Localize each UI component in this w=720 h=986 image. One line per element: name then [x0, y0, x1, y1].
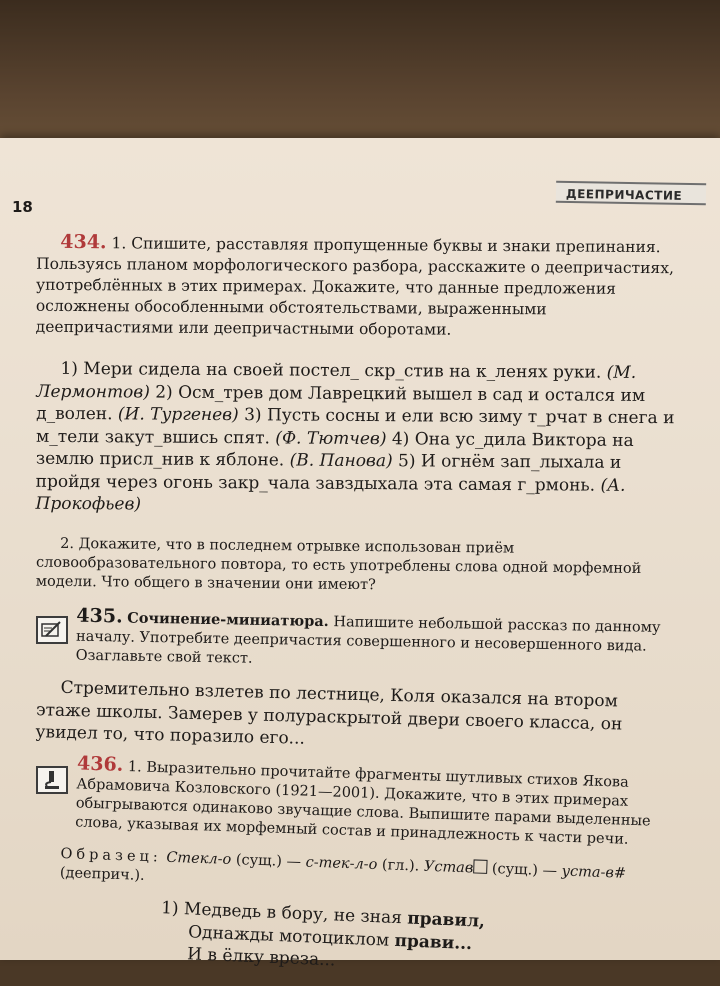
example-5-author: (А. Прокофьев) [35, 475, 626, 515]
exercise-436-sample: Образец: Стекл-о (сущ.) — с-тек-л-о (гл.). Устав (сущ.) — уста-в# (дееприч.). [59, 846, 627, 884]
example-3-author: (Ф. Тютчев) [275, 427, 387, 449]
textbook-page [0, 138, 720, 971]
exercise-number: 435. [76, 604, 123, 628]
poem-line-2: Однажды мотоциклом прави... [187, 921, 473, 954]
examples-paragraph [35, 358, 686, 520]
page-number: 18 [12, 198, 33, 216]
example-5: 5) И огнём зап_лыхала и пройдя через огонь закр_чала завздыхала эта самая г_рмонь. [35, 451, 622, 496]
running-head: ДЕЕПРИЧАСТИЕ [556, 181, 706, 206]
example-4-author: (В. Панова) [289, 450, 393, 472]
example-3: 3) Пусть сосны и ели всю зиму т_рчат в снега и м_тели закут_вшись спят. [35, 405, 675, 448]
exercise-434-examples [35, 358, 686, 520]
exercise-434-task-1: 434. 1. Спишите, расставляя пропущенные буквы и знаки препинания. Пользуясь планом морфологического разбора, расскажите о деепричастиях, употреблённых в этих примерах. Докажите, что данные предложения осложнены обособленными обстоятельствами, выраженными деепричастиями или деепричастными оборотами. [35, 230, 674, 339]
example-1-author: (М. Лермонтов) [36, 362, 637, 403]
exercise-434 [36, 232, 683, 343]
exercise-435-task: Напишите небольшой рассказ по данному началу. Употребите деепричастия совершенного и несовершенного вида. Озаглавьте свой текст. [75, 614, 661, 667]
poem-line-1: 1) Медведь в бору, не зная правил, [160, 898, 486, 932]
example-4: 4) Она ус_дила Виктора на землю присл_нив к яблоне. [35, 428, 634, 471]
example-2: 2) Осм_трев дом Лаврецкий вышел в сад и остался им д_волен. [36, 382, 646, 425]
poem-line-3: И в ёлку вреза... [186, 944, 336, 971]
sample-label: Образец: [60, 846, 163, 866]
exercise-436-task: 1. Выразительно прочитайте фрагменты шутливых стихов Якова Абрамовича Козловского (1921—2001). Докажите, что в этих примерах обыгрываются одинаково звучащие слова. Выпишите парами выделенные слова, указывая их морфемный состав и принадлежность к части речи. [74, 759, 651, 848]
exercise-434-task-2: 2. Докажите, что в последнем отрывке использован приём словообразовательного повтора, то есть употреблены слова одной морфемной модели. Что общего в значении они имеют? [35, 535, 642, 594]
exercise-436-poem [159, 897, 681, 986]
writing-icon [36, 616, 68, 644]
exercise-435-title: Сочинение-миниатюра. [127, 609, 329, 631]
microscope-icon [36, 766, 68, 794]
ending-square-icon [473, 859, 487, 873]
exercise-number: 434. [60, 230, 107, 254]
exercise-435-start-text: Стремительно взлетев по лестнице, Коля оказался на втором этаже школы. Замерев у полураскрытой двери своего класса, он увидел то, что поразило его... [35, 677, 623, 749]
exercise-436 [75, 754, 687, 851]
background-surface [0, 0, 720, 160]
exercise-number: 436. [76, 752, 124, 776]
exercise-435 [75, 604, 687, 677]
example-1: 1) Мери сидела на своей постел_ скр_стив на к_ленях руки. [60, 358, 602, 383]
example-2-author: (И. Тургенев) [117, 404, 239, 426]
